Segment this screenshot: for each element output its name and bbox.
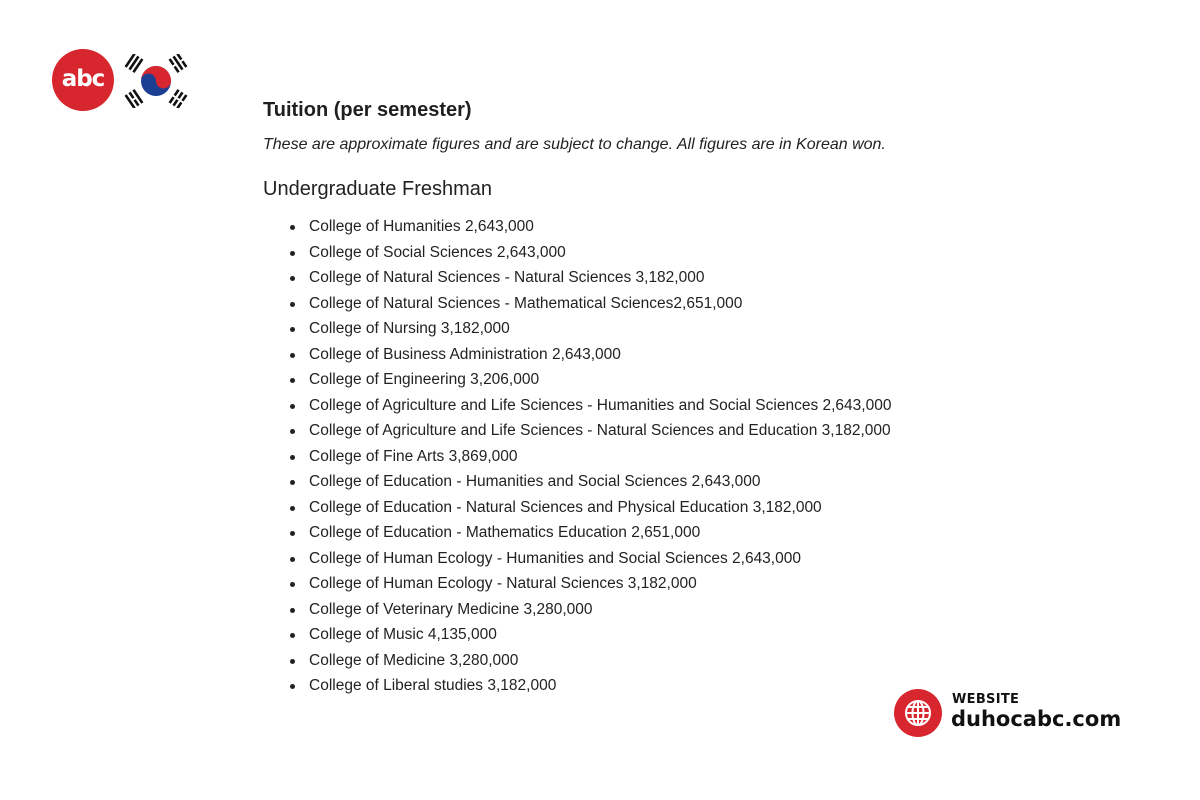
list-item: College of Education - Mathematics Education 2,651,000	[309, 520, 963, 546]
list-item: College of Music 4,135,000	[309, 622, 963, 648]
list-item: College of Education - Natural Sciences and Physical Education 3,182,000	[309, 495, 963, 521]
disclaimer-note: These are approximate figures and are subject to change. All figures are in Korean won.	[263, 136, 886, 153]
abc-logo-text: abc	[61, 65, 105, 92]
website-badge-icon	[894, 689, 942, 737]
list-item: College of Agriculture and Life Sciences - Natural Sciences and Education 3,182,000	[309, 418, 963, 444]
list-item: College of Fine Arts 3,869,000	[309, 444, 963, 470]
abc-logo	[52, 49, 114, 111]
south-korea-flag-icon	[122, 54, 190, 108]
list-item: College of Agriculture and Life Sciences - Humanities and Social Sciences 2,643,000	[309, 393, 963, 419]
list-item: College of Humanities 2,643,000	[309, 214, 963, 240]
page-title: Tuition (per semester)	[263, 99, 472, 121]
list-item: College of Business Administration 2,643,000	[309, 342, 963, 368]
globe-icon	[903, 698, 933, 728]
list-item: College of Medicine 3,280,000	[309, 648, 963, 674]
list-item: College of Veterinary Medicine 3,280,000	[309, 597, 963, 623]
website-url[interactable]: duhocabc.com	[951, 707, 1122, 731]
list-item: College of Education - Humanities and Social Sciences 2,643,000	[309, 469, 963, 495]
list-item: College of Engineering 3,206,000	[309, 367, 963, 393]
list-item: College of Human Ecology - Natural Sciences 3,182,000	[309, 571, 963, 597]
list-item: College of Nursing 3,182,000	[309, 316, 963, 342]
list-item: College of Natural Sciences - Natural Sciences 3,182,000	[309, 265, 963, 291]
tuition-list	[263, 214, 963, 699]
list-item: College of Liberal studies 3,182,000	[309, 673, 963, 699]
section-subtitle: Undergraduate Freshman	[263, 178, 493, 200]
list-item: College of Social Sciences 2,643,000	[309, 240, 963, 266]
list-item: College of Human Ecology - Humanities and Social Sciences 2,643,000	[309, 546, 963, 572]
list-item: College of Natural Sciences - Mathematical Sciences2,651,000	[309, 291, 963, 317]
website-label: WEBSITE	[952, 692, 1020, 707]
tuition-content	[263, 96, 963, 699]
